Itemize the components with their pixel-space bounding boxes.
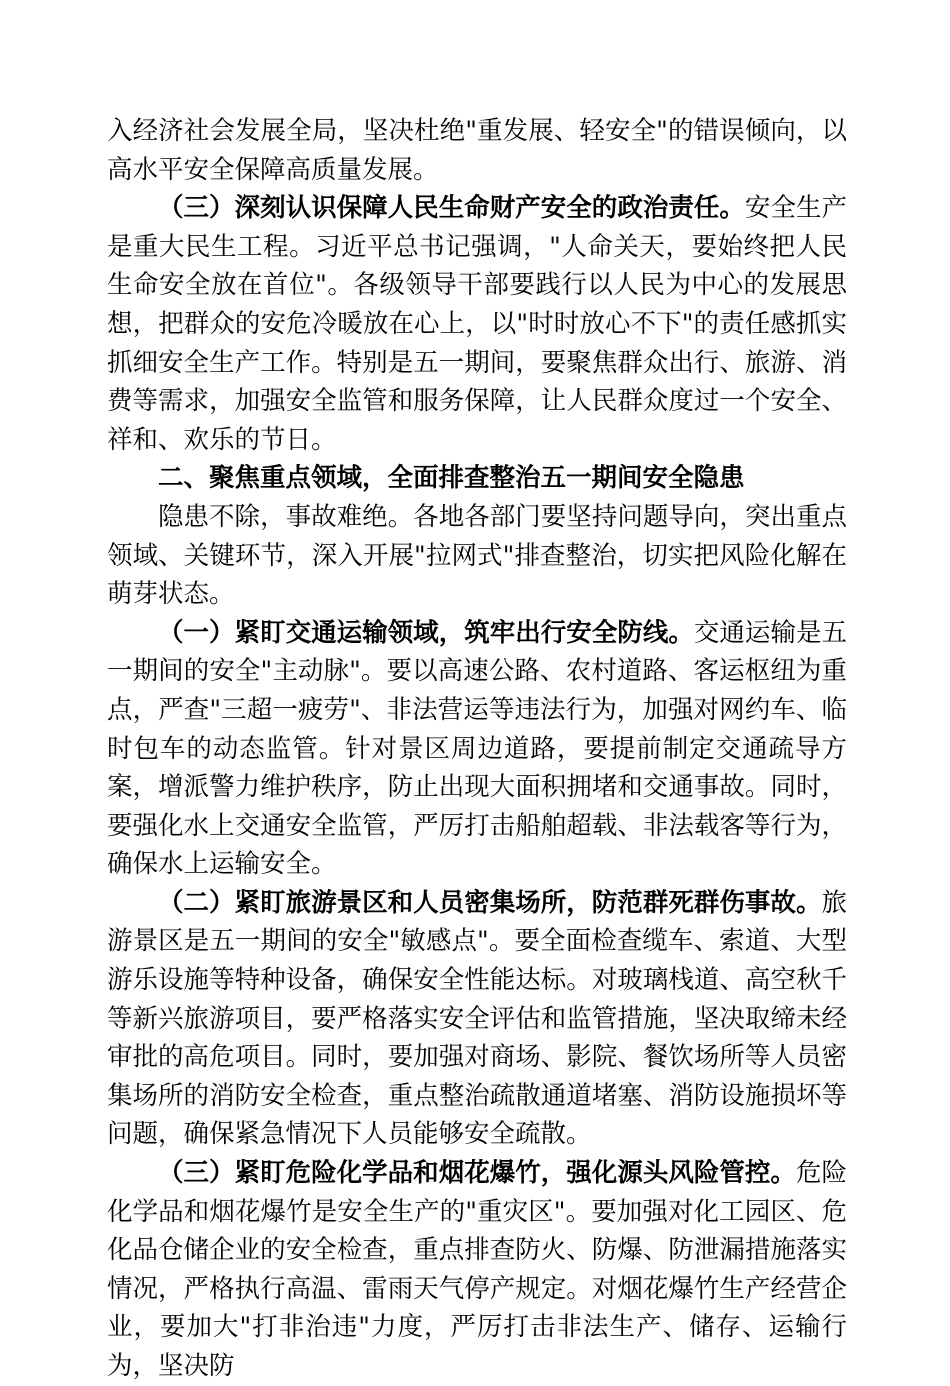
paragraph-body: 旅游景区是五一期间的安全"敏感点"。要全面检查缆车、索道、大型游乐设施等特种设备，确保安全性能达标。对玻璃栈道、高空秋千等新兴旅游项目，要严格落实安全评估和监管措施，坚决取缔未经审批的高危项目。同时，要加强对商场、影院、餐饮场所等人员密集场所的消防安全检查，重点整治疏散通道堵塞、消防设施损坏等问题，确保紧急情况下人员能够安全疏散。 [107,887,847,1150]
paragraph-traffic [107,614,847,884]
paragraph-lead: （二）紧盯旅游景区和人员密集场所，防范群死群伤事故。 [158,887,822,918]
paragraph-hazard-intro: 隐患不除，事故难绝。各地各部门要坚持问题导向，突出重点领域、关键环节，深入开展"拉网式"排查整治，切实把风险化解在萌芽状态。 [107,501,847,610]
paragraph-lead: （一）紧盯交通运输领域，筑牢出行安全防线。 [158,617,694,648]
paragraph-lead: （三）深刻认识保障人民生命财产安全的政治责任。 [158,193,745,224]
paragraph-continuation: 入经济社会发展全局，坚决杜绝"重发展、轻安全"的错误倾向，以高水平安全保障高质量发展。 [107,116,847,185]
paragraph-political-responsibility [107,189,847,459]
section-heading: 二、聚焦重点领域，全面排查整治五一期间安全隐患 [158,463,745,494]
document-page [107,112,847,1386]
paragraph-hazardous-chemicals [107,1154,847,1386]
paragraph-body: 交通运输是五一期间的安全"主动脉"。要以高速公路、农村道路、客运枢纽为重点，严查"三超一疲劳"、非法营运等违法行为，加强对网约车、临时包车的动态监管。针对景区周边道路，要提前制定交通疏导方案，增派警力维护秩序，防止出现大面积拥堵和交通事故。同时，要强化水上交通安全监管，严厉打击船舶超载、非法载客等行为，确保水上运输安全。 [107,617,847,880]
paragraph-body: 安全生产是重大民生工程。习近平总书记强调，"人命关天，要始终把人民生命安全放在首位"。各级领导干部要践行以人民为中心的发展思想，把群众的安危冷暖放在心上，以"时时放心不下"的责任感抓实抓细安全生产工作。特别是五一期间，要聚焦群众出行、旅游、消费等需求，加强安全监管和服务保障，让人民群众度过一个安全、祥和、欢乐的节日。 [107,193,847,455]
paragraph-lead: （三）紧盯危险化学品和烟花爆竹，强化源头风险管控。 [158,1158,796,1189]
paragraph-body: 危险化学品和烟花爆竹是安全生产的"重灾区"。要加强对化工园区、危化品仓储企业的安全检查，重点排查防火、防爆、防泄漏措施落实情况，严格执行高温、雷雨天气停产规定。对烟花爆竹生产经营企业，要加大"打非治违"力度，严厉打击非法生产、储存、运输行为，坚决防 [107,1158,847,1381]
paragraph-tourism [107,884,847,1154]
